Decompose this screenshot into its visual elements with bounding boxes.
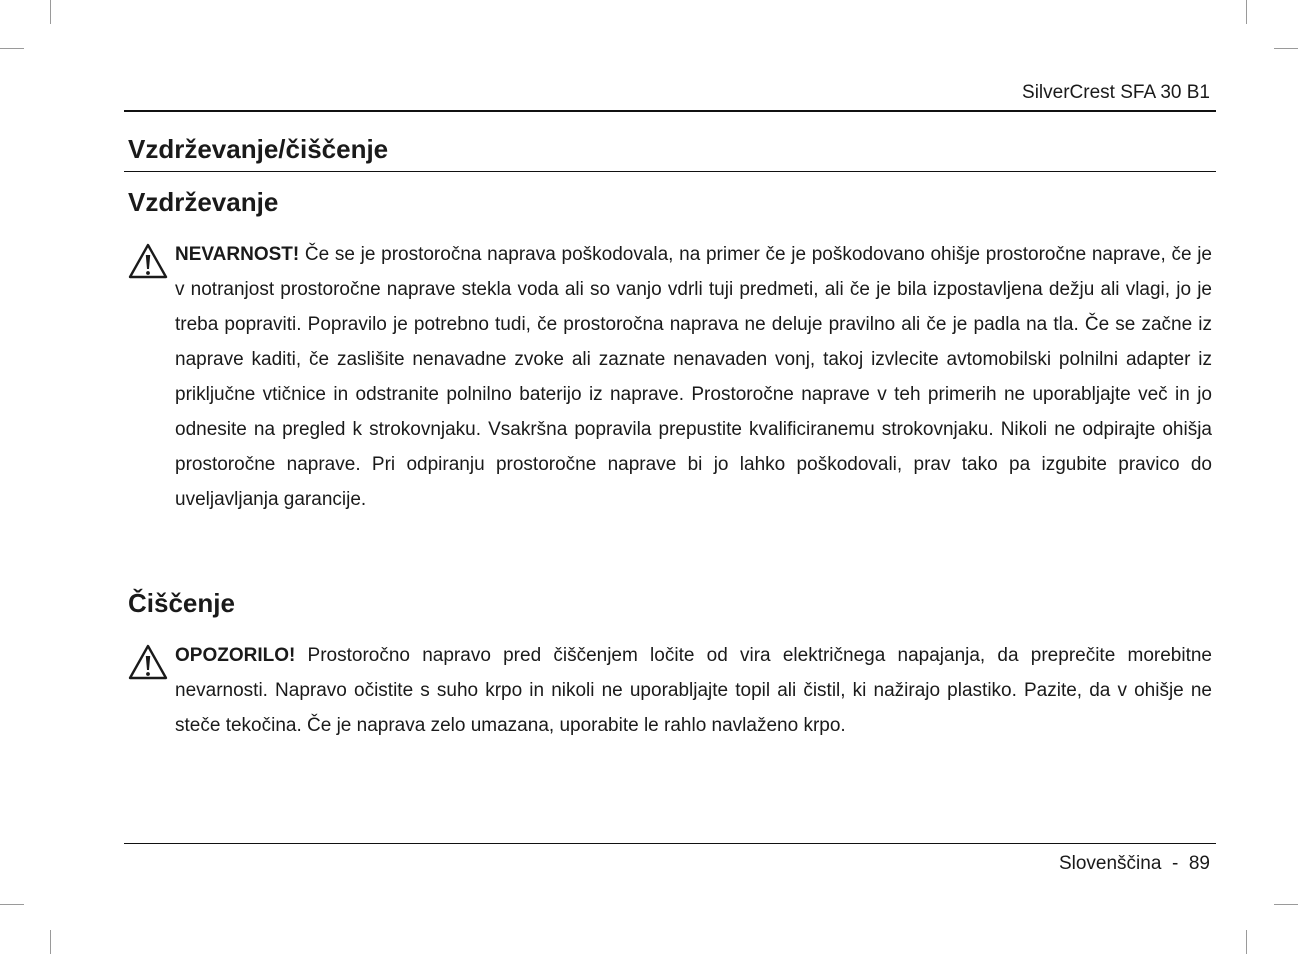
header-product-name: SilverCrest SFA 30 B1 xyxy=(1022,82,1210,103)
crop-mark xyxy=(0,48,24,49)
caution-label: OPOZORILO! xyxy=(175,645,296,666)
danger-body: Če se je prostoročna naprava poškodovala, na primer če je poškodovano ohišje prostoročne naprave, če je v notranjost prostoročne naprave stekla voda ali so vanjo vdrli tuji predmeti, ali če je bila izpostavljena dežju ali vlagi, jo je treba popraviti. Popravilo je potrebno tudi, če prostoročna naprava ne deluje pravilno ali če je padla na tla. Če se začne iz naprave kaditi, če zaslišite nenavadne zvoke ali zaznate nenavaden vonj, takoj izvlecite avtomobilski polnilni adapter iz priključne vtičnice in odstranite polnilno baterijo iz naprave. Prostoročne naprave v teh primerih ne uporabljajte več in jo odnesite na pregled k strokovnjaku. Vsakršna popravila prepustite kvalificiranemu strokovnjaku. Nikoli ne odpirajte ohišja prostoročne naprave. Pri odpiranju prostoročne naprave bi jo lahko poškodovali, prav tako pa izgubite pravico do uveljavljanja garancije. xyxy=(175,244,1212,510)
warning-triangle-icon xyxy=(128,243,168,279)
caution-notice xyxy=(128,638,1212,743)
section-title: Vzdrževanje/čiščenje xyxy=(128,134,389,164)
caution-notice-text xyxy=(175,638,1212,743)
footer xyxy=(1059,853,1210,875)
danger-notice xyxy=(128,237,1212,517)
maintenance-heading: Vzdrževanje xyxy=(128,187,279,217)
caution-body: Prostoročno napravo pred čiščenjem ločite od vira električnega napajanja, da preprečite morebitne nevarnosti. Napravo očistite s suho krpo in nikoli ne uporabljajte topil ali čistil, ki nažirajo plastiko. Pazite, da v ohišje ne steče tekočina. Če je naprava zelo umazana, uporabite le rahlo navlaženo krpo. xyxy=(175,645,1212,736)
danger-label: NEVARNOST! xyxy=(175,244,300,265)
warning-triangle-icon xyxy=(128,644,168,680)
page-number: 89 xyxy=(1188,853,1210,874)
crop-mark xyxy=(1274,48,1298,49)
danger-notice-text xyxy=(175,237,1212,517)
section-rule xyxy=(124,171,1216,172)
header-rule xyxy=(124,110,1216,112)
crop-mark xyxy=(1246,0,1247,24)
crop-mark xyxy=(50,930,51,954)
footer-separator: - xyxy=(1171,853,1179,874)
crop-mark xyxy=(50,0,51,24)
cleaning-heading: Čiščenje xyxy=(128,588,235,618)
footer-rule xyxy=(124,843,1216,844)
footer-language: Slovenščina xyxy=(1058,853,1162,874)
crop-mark xyxy=(1274,904,1298,905)
crop-mark xyxy=(0,904,24,905)
crop-mark xyxy=(1246,930,1247,954)
